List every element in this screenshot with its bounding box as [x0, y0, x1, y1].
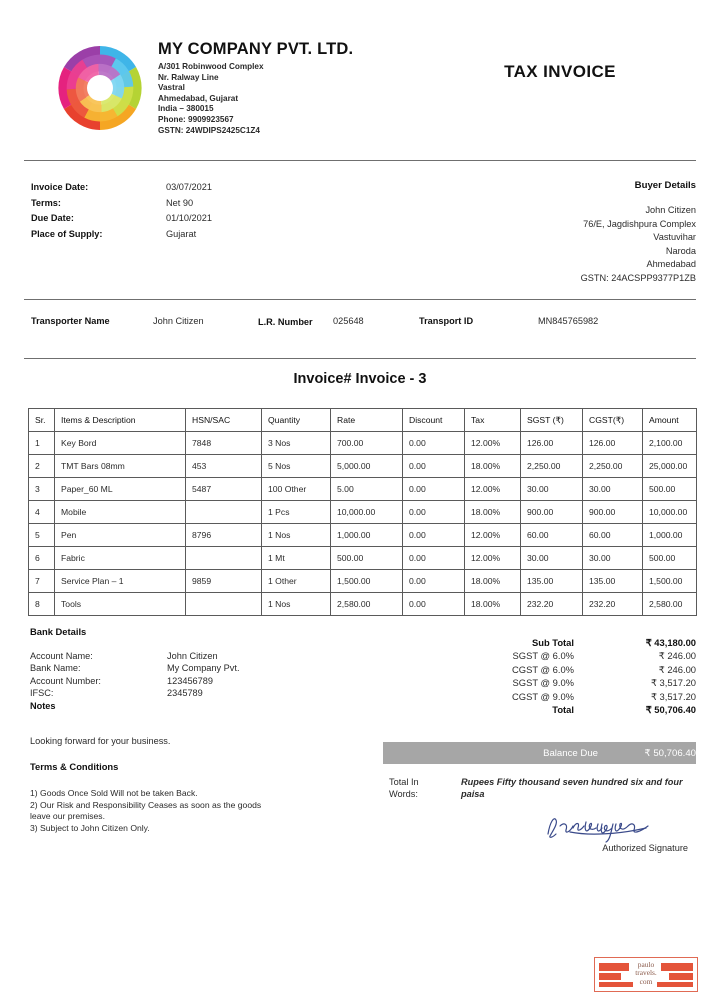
buyer-city: Ahmedabad [646, 259, 696, 270]
total-row-cgst-6 [376, 663, 696, 676]
cell-hsn [186, 501, 262, 524]
column-header-items: Items & Description [55, 409, 186, 432]
total-label: SGST @ 9.0% [512, 677, 574, 689]
meta-value: Net 90 [166, 197, 194, 208]
cell-hsn: 9859 [186, 570, 262, 593]
cell-sgst: 60.00 [521, 524, 583, 547]
company-address-line: Vastral [158, 83, 185, 93]
column-header-rate: Rate [331, 409, 403, 432]
cell-item: Fabric [55, 547, 186, 570]
meta-label: Place of Supply: [31, 228, 103, 239]
bank-row-ifsc [30, 687, 240, 699]
buyer-details-title: Buyer Details [634, 180, 696, 191]
column-header-amount: Amount [643, 409, 697, 432]
table-row [29, 478, 697, 501]
balance-due-label: Balance Due [543, 747, 598, 759]
meta-label: Invoice Date: [31, 182, 89, 192]
total-label: Total [552, 704, 574, 716]
company-phone: Phone: 9909923567 [158, 114, 234, 124]
meta-label: Terms: [31, 197, 61, 208]
notes-text: Looking forward for your business. [30, 736, 171, 746]
paulo-travels-logo-icon [594, 957, 698, 992]
cell-quantity: 1 Nos [262, 593, 331, 616]
cell-tax: 18.00% [465, 570, 521, 593]
cell-tax: 12.00% [465, 547, 521, 570]
bank-value: 2345789 [167, 688, 203, 699]
balance-due-bar [383, 742, 696, 764]
cell-rate: 700.00 [331, 432, 403, 455]
items-table-body [29, 432, 697, 616]
cell-cgst: 135.00 [583, 570, 643, 593]
bank-details-title: Bank Details [30, 626, 87, 637]
company-address-line: A/301 Robinwood Complex [158, 62, 264, 71]
cell-sr: 1 [29, 432, 55, 455]
cell-discount: 0.00 [403, 501, 465, 524]
bank-details [30, 650, 240, 700]
column-header-discount: Discount [403, 409, 465, 432]
total-label: CGST @ 6.0% [512, 663, 574, 675]
cell-quantity: 1 Nos [262, 524, 331, 547]
total-row-sub-total [376, 636, 696, 649]
cell-tax: 18.00% [465, 501, 521, 524]
divider-header [24, 160, 696, 161]
company-address [158, 62, 418, 136]
bank-value: My Company Pvt. [167, 663, 240, 674]
cell-quantity: 1 Pcs [262, 501, 331, 524]
totals-block [376, 636, 696, 716]
cell-sgst: 30.00 [521, 478, 583, 501]
cell-quantity: 1 Other [262, 570, 331, 593]
company-gstn: GSTN: 24WDIPS2425C1Z4 [158, 125, 260, 135]
transporter-name-value: John Citizen [153, 316, 204, 326]
cell-rate: 500.00 [331, 547, 403, 570]
buyer-name: John Citizen [645, 205, 696, 215]
company-name: MY COMPANY PVT. LTD. [158, 40, 354, 58]
company-address-line: Ahmedabad, Gujarat [158, 93, 239, 103]
cell-sgst: 30.00 [521, 547, 583, 570]
cell-sr: 3 [29, 478, 55, 501]
cell-cgst: 900.00 [583, 501, 643, 524]
terms-item: 3) Subject to John Citizen Only. [30, 822, 150, 833]
buyer-address-line: Vastuvihar [653, 232, 696, 243]
bank-row-account-number [30, 675, 240, 687]
total-row-sgst-6 [376, 649, 696, 662]
cell-tax: 12.00% [465, 432, 521, 455]
meta-label: Due Date: [31, 213, 74, 223]
table-row [29, 455, 697, 478]
footer-logo-line2: travels. [635, 968, 657, 978]
bank-value: John Citizen [167, 651, 218, 661]
table-row [29, 593, 697, 616]
invoice-meta [31, 180, 212, 242]
terms-item: 1) Goods Once Sold Will not be taken Back. [30, 788, 198, 798]
cell-sgst: 232.20 [521, 593, 583, 616]
cell-cgst: 60.00 [583, 524, 643, 547]
total-value: ₹ 246.00 [658, 650, 696, 662]
invoice-header [0, 0, 720, 160]
cell-sgst: 900.00 [521, 501, 583, 524]
cell-tax: 18.00% [465, 455, 521, 478]
items-table-header-row [29, 409, 697, 432]
cell-sr: 4 [29, 501, 55, 524]
authorized-signature-label: Authorized Signature [602, 843, 688, 853]
cell-item: Paper_60 ML [55, 478, 186, 501]
company-address-line: Nr. Ralway Line [158, 72, 219, 82]
meta-row-due-date [31, 211, 212, 227]
total-value: ₹ 43,180.00 [645, 637, 696, 648]
cell-quantity: 3 Nos [262, 432, 331, 455]
cell-item: Tools [55, 593, 186, 616]
meta-value: Gujarat [166, 228, 197, 239]
table-row [29, 432, 697, 455]
total-row-total [376, 703, 696, 716]
buyer-details [581, 180, 696, 286]
cell-hsn: 5487 [186, 478, 262, 501]
lr-number-label: L.R. Number [258, 317, 313, 327]
cell-quantity: 5 Nos [262, 455, 331, 478]
total-in-words-value: Rupees Fifty thousand seven hundred six and four paisa [461, 777, 683, 800]
cell-item: Mobile [55, 501, 186, 524]
total-row-cgst-9 [376, 690, 696, 703]
cell-item: Pen [55, 524, 186, 547]
cell-sr: 5 [29, 524, 55, 547]
cell-discount: 0.00 [403, 547, 465, 570]
total-in-words-label: Total In Words: [389, 777, 419, 800]
cell-sgst: 135.00 [521, 570, 583, 593]
cell-tax: 12.00% [465, 524, 521, 547]
cell-cgst: 30.00 [583, 478, 643, 501]
meta-value: 01/10/2021 [166, 213, 212, 223]
cell-sgst: 126.00 [521, 432, 583, 455]
cell-rate: 5.00 [331, 478, 403, 501]
cell-quantity: 1 Mt [262, 547, 331, 570]
cell-discount: 0.00 [403, 478, 465, 501]
transport-id-label: Transport ID [419, 316, 474, 326]
divider-transport [24, 358, 696, 359]
cell-discount: 0.00 [403, 570, 465, 593]
table-row [29, 570, 697, 593]
cell-item: TMT Bars 08mm [55, 455, 186, 478]
total-row-sgst-9 [376, 676, 696, 689]
cell-amount: 500.00 [643, 547, 697, 570]
cell-rate: 5,000.00 [331, 455, 403, 478]
buyer-gstn: GSTN: 24ACSPP9377P1ZB [580, 272, 696, 283]
table-row [29, 524, 697, 547]
table-row [29, 501, 697, 524]
cell-sgst: 2,250.00 [521, 455, 583, 478]
bank-label: Account Number: [30, 675, 101, 686]
cell-hsn [186, 547, 262, 570]
footer-logo-text [595, 961, 697, 986]
total-label: Sub Total [531, 637, 574, 648]
cell-sr: 2 [29, 455, 55, 478]
cell-cgst: 232.20 [583, 593, 643, 616]
buyer-address-line: 76/E, Jagdishpura Complex [583, 218, 696, 229]
balance-due-value: ₹ 50,706.40 [644, 747, 696, 759]
invoice-number-heading: Invoice# Invoice - 3 [293, 371, 427, 387]
cell-amount: 2,100.00 [643, 432, 697, 455]
cell-sr: 8 [29, 593, 55, 616]
cell-hsn: 7848 [186, 432, 262, 455]
cell-discount: 0.00 [403, 455, 465, 478]
terms-item: 2) Our Risk and Responsibility Ceases as soon as the goods leave our premises. [30, 799, 262, 822]
terms-conditions-list [30, 788, 280, 834]
cell-hsn: 8796 [186, 524, 262, 547]
cell-amount: 25,000.00 [643, 455, 697, 478]
total-label: SGST @ 6.0% [512, 650, 574, 662]
cell-quantity: 100 Other [262, 478, 331, 501]
bank-label: IFSC: [30, 688, 54, 699]
table-row [29, 547, 697, 570]
meta-row-invoice-date [31, 180, 212, 196]
cell-discount: 0.00 [403, 432, 465, 455]
buyer-address-line: Naroda [665, 245, 696, 256]
transport-id-value: MN845765982 [538, 316, 599, 326]
cell-cgst: 30.00 [583, 547, 643, 570]
column-header-sgst: SGST (₹) [521, 409, 583, 432]
total-value: ₹ 3,517.20 [650, 677, 696, 689]
column-header-sr: Sr. [29, 409, 55, 432]
cell-sr: 7 [29, 570, 55, 593]
cell-amount: 1,500.00 [643, 570, 697, 593]
cell-sr: 6 [29, 547, 55, 570]
cell-cgst: 126.00 [583, 432, 643, 455]
cell-cgst: 2,250.00 [583, 455, 643, 478]
notes-title: Notes [30, 701, 56, 711]
total-label: CGST @ 9.0% [512, 690, 574, 702]
cell-tax: 12.00% [465, 478, 521, 501]
footer-logo-line1: paulo [637, 960, 655, 969]
transporter-name-label: Transporter Name [31, 316, 110, 326]
bank-row-account-name [30, 650, 240, 662]
cell-rate: 2,580.00 [331, 593, 403, 616]
cell-amount: 10,000.00 [643, 501, 697, 524]
column-header-hsnsac: HSN/SAC [186, 409, 262, 432]
cell-tax: 18.00% [465, 593, 521, 616]
terms-conditions-title: Terms & Conditions [30, 761, 119, 772]
total-value: ₹ 3,517.20 [650, 690, 696, 702]
cell-discount: 0.00 [403, 593, 465, 616]
cell-hsn: 453 [186, 455, 262, 478]
cell-item: Key Bord [55, 432, 186, 455]
meta-value: 03/07/2021 [166, 182, 212, 192]
lr-number-value: 025648 [333, 316, 364, 326]
column-header-cgst: CGST(₹) [583, 409, 643, 432]
column-header-tax: Tax [465, 409, 521, 432]
cell-discount: 0.00 [403, 524, 465, 547]
cell-amount: 500.00 [643, 478, 697, 501]
column-header-quantity: Quantity [262, 409, 331, 432]
bank-label: Bank Name: [30, 663, 81, 674]
total-value: ₹ 50,706.40 [645, 704, 696, 716]
meta-row-place-of-supply [31, 227, 212, 243]
meta-row-terms [31, 196, 212, 212]
divider-buyer [24, 299, 696, 300]
items-table [28, 408, 697, 616]
cell-amount: 2,580.00 [643, 593, 697, 616]
cell-item: Service Plan – 1 [55, 570, 186, 593]
total-value: ₹ 246.00 [658, 663, 696, 675]
bank-value: 123456789 [167, 675, 213, 686]
company-info [158, 40, 418, 136]
cell-amount: 1,000.00 [643, 524, 697, 547]
company-address-line: India – 380015 [158, 104, 214, 114]
bank-row-bank-name [30, 662, 240, 674]
footer-logo-line3: com [639, 976, 653, 986]
signature-icon [540, 812, 680, 844]
cell-rate: 10,000.00 [331, 501, 403, 524]
cell-rate: 1,500.00 [331, 570, 403, 593]
company-logo [48, 36, 152, 140]
bank-label: Account Name: [30, 651, 93, 661]
cell-hsn [186, 593, 262, 616]
document-title: TAX INVOICE [504, 62, 616, 81]
cell-rate: 1,000.00 [331, 524, 403, 547]
